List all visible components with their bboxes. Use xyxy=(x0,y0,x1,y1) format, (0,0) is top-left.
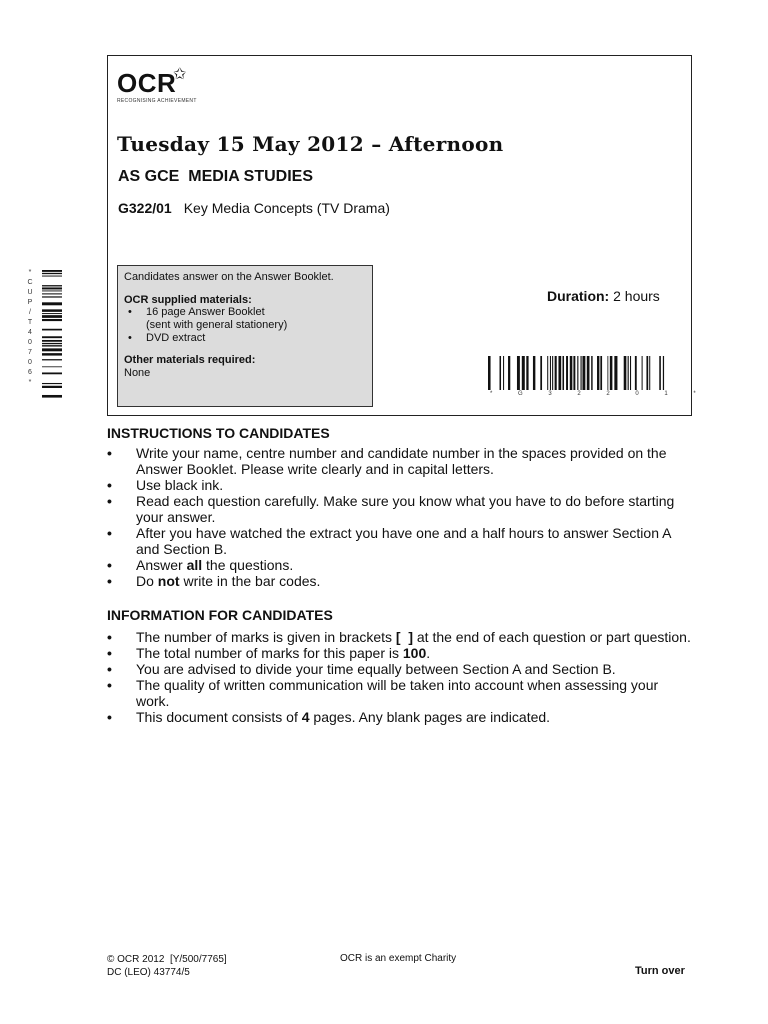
list-item: • The total number of marks for this paper is 100. xyxy=(107,645,692,661)
barcode-bar xyxy=(624,356,627,390)
ocr-logo xyxy=(117,66,197,104)
qualification-title: AS GCE MEDIA STUDIES xyxy=(118,168,313,185)
doc-reference: DC (LEO) 43774/5 xyxy=(107,967,190,978)
list-item: • The number of marks is given in brackets [ ] at the end of each question or part question. xyxy=(107,629,692,645)
turn-over-label: Turn over xyxy=(635,965,685,977)
list-item: • Read each question carefully. Make sure you know what you have to do before starting your answer. xyxy=(107,493,692,525)
barcode-bar xyxy=(42,276,62,277)
list-item: • Use black ink. xyxy=(107,477,692,493)
supplied-materials-list xyxy=(124,306,366,344)
barcode-bar xyxy=(42,336,62,338)
barcode-bar xyxy=(42,383,62,384)
barcode-bar xyxy=(552,356,553,390)
barcode-bar xyxy=(42,319,62,321)
list-item: • After you have watched the extract you have one and a half hours to answer Section A and Section B. xyxy=(107,525,692,557)
answer-note: Candidates answer on the Answer Booklet. xyxy=(124,271,334,283)
right-barcode xyxy=(488,356,668,390)
barcode-bar xyxy=(646,356,648,390)
barcode-bar xyxy=(42,329,62,331)
barcode-bar xyxy=(42,287,62,289)
left-barcode-digits: * C U P / T 4 0 7 0 6 * xyxy=(27,269,33,386)
barcode-bar xyxy=(42,296,62,297)
barcode-bar xyxy=(526,356,528,390)
barcode-bar xyxy=(587,356,590,390)
list-item: • Write your name, centre number and candidate number in the spaces provided on the Answer Booklet. Please write clearly and in capital letters. xyxy=(107,445,692,477)
barcode-bar xyxy=(558,356,561,390)
barcode-bar xyxy=(581,356,582,390)
barcode-bar xyxy=(562,356,564,390)
list-item: • The quality of written communication will be taken into account when assessing your work. xyxy=(107,677,692,709)
barcode-bar xyxy=(642,356,643,390)
barcode-bar xyxy=(607,356,608,390)
list-item: • DVD extract xyxy=(124,332,366,345)
duration-label: Duration: xyxy=(547,288,610,304)
barcode-bar xyxy=(42,309,62,312)
barcode-bar xyxy=(630,356,631,390)
barcode-bar xyxy=(42,366,62,367)
barcode-bar xyxy=(555,356,557,390)
barcode-bar xyxy=(600,356,602,390)
footer-left xyxy=(107,953,227,979)
instructions-list xyxy=(107,445,692,589)
barcode-bar xyxy=(614,356,617,390)
exam-date: Tuesday 15 May 2012 – Afternoon xyxy=(117,132,504,156)
supplied-item-note: (sent with general stationery) xyxy=(146,318,288,331)
right-barcode-digits: * G 3 2 2 0 1 * xyxy=(490,391,708,397)
supplied-materials-heading: OCR supplied materials: xyxy=(124,293,252,306)
barcode-bar xyxy=(610,356,613,390)
other-materials-heading: Other materials required: xyxy=(124,354,256,367)
barcode-bar xyxy=(42,302,62,305)
charity-note: OCR is an exempt Charity xyxy=(340,953,457,964)
barcode-bar xyxy=(42,348,62,351)
barcode-bar xyxy=(42,273,62,274)
barcode-bar xyxy=(550,356,551,390)
list-item: • You are advised to divide your time equally between Section A and Section B. xyxy=(107,661,692,677)
barcode-bar xyxy=(540,356,542,390)
barcode-bar xyxy=(508,356,510,390)
barcode-bar xyxy=(635,356,637,390)
barcode-bar xyxy=(566,356,568,390)
barcode-bar xyxy=(42,386,62,388)
barcode-bar xyxy=(577,356,578,390)
instructions-heading: INSTRUCTIONS TO CANDIDATES xyxy=(107,425,330,441)
barcode-bar xyxy=(42,340,62,342)
information-list xyxy=(107,629,692,725)
barcode-bar xyxy=(42,315,62,318)
materials-box xyxy=(117,265,373,407)
duration-value: 2 hours xyxy=(613,288,660,304)
other-materials-value: None xyxy=(124,366,151,379)
barcode-bar xyxy=(597,356,599,390)
barcode-bar xyxy=(42,290,62,291)
copyright-line: © OCR 2012 [Y/500/7765] xyxy=(107,954,227,965)
barcode-bar xyxy=(42,345,62,346)
barcode-bar xyxy=(547,356,548,390)
barcode-bar xyxy=(573,356,575,390)
barcode-bar xyxy=(570,356,573,390)
barcode-bar xyxy=(42,285,62,286)
barcode-bar xyxy=(42,353,62,355)
logo-star-icon: ✩ xyxy=(173,66,187,83)
logo-tagline: RECOGNISING ACHIEVEMENT xyxy=(117,98,197,104)
barcode-bar xyxy=(42,343,62,344)
information-heading: INFORMATION FOR CANDIDATES xyxy=(107,607,333,623)
barcode-bar xyxy=(42,270,62,272)
barcode-bar xyxy=(499,356,501,390)
list-item: • This document consists of 4 pages. Any blank pages are indicated. xyxy=(107,709,692,725)
barcode-bar xyxy=(533,356,535,390)
list-item: • Answer all the questions. xyxy=(107,557,692,573)
barcode-bar xyxy=(628,356,629,390)
barcode-bar xyxy=(488,356,491,390)
barcode-bar xyxy=(42,395,62,398)
barcode-bar xyxy=(649,356,650,390)
logo-wordmark: OCR xyxy=(117,68,177,98)
barcode-bar xyxy=(42,372,62,374)
barcode-bar xyxy=(582,356,585,390)
barcode-bar xyxy=(503,356,504,390)
list-item: • Do not write in the bar codes. xyxy=(107,573,692,589)
barcode-bar xyxy=(663,356,664,390)
paper-code: G322/01 xyxy=(118,200,172,216)
list-item: • 16 page Answer Booklet (sent with general stationery) xyxy=(124,306,366,331)
barcode-bar xyxy=(522,356,525,390)
barcode-bar xyxy=(42,313,62,314)
barcode-bar xyxy=(42,359,62,360)
barcode-bar xyxy=(659,356,661,390)
barcode-bar xyxy=(42,293,62,294)
duration xyxy=(547,288,660,304)
paper-line xyxy=(118,200,390,216)
barcode-bar xyxy=(517,356,520,390)
paper-title: Key Media Concepts (TV Drama) xyxy=(183,200,390,216)
barcode-bar xyxy=(591,356,592,390)
left-barcode xyxy=(42,270,62,410)
